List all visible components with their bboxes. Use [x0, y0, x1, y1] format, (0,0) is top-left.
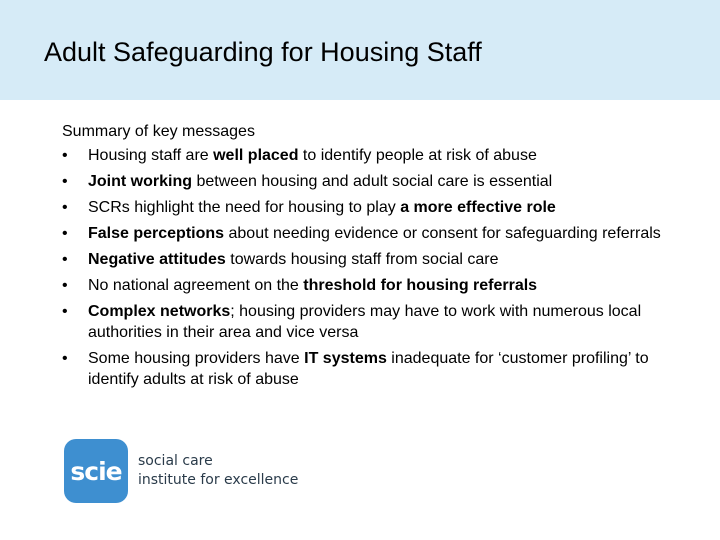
bullet-symbol: • [62, 350, 68, 367]
slide-title: Adult Safeguarding for Housing Staff [44, 37, 482, 67]
bullet-segment: between housing and adult social care is essential [192, 173, 553, 190]
bullet-emphasis: Negative attitudes [88, 251, 226, 268]
bullet-text [88, 301, 702, 343]
bullet-symbol: • [62, 225, 68, 242]
bullet-emphasis: IT systems [304, 350, 387, 367]
bullet-text [88, 197, 702, 218]
bullet-item [62, 275, 702, 296]
bullet-text [88, 348, 702, 390]
bullet-emphasis: threshold for housing referrals [303, 277, 538, 294]
bullet-segment: ; housing providers may have to work with numerous local authorities in their area and vice versa [88, 303, 642, 341]
bullet-text [88, 249, 702, 270]
scie-logo [64, 439, 298, 503]
bullet-text [88, 223, 702, 244]
summary-heading: Summary of key messages [62, 123, 255, 140]
bullet-symbol: • [62, 199, 68, 216]
bullet-symbol: • [62, 147, 68, 164]
logo-line-2: institute for excellence [138, 472, 299, 488]
slide-content [62, 121, 702, 395]
bullet-segment: Housing staff are [88, 147, 214, 164]
bullet-item [62, 249, 702, 270]
bullet-segment: inadequate for ‘customer profiling’ to identify adults at risk of abuse [88, 350, 649, 388]
bullet-segment: to identify people at risk of abuse [298, 147, 537, 164]
bullet-symbol: • [62, 277, 68, 294]
bullet-emphasis: Complex networks [88, 303, 231, 320]
bullet-symbol: • [62, 303, 68, 320]
key-messages-list [62, 145, 702, 390]
scie-logo-text [138, 452, 298, 490]
bullet-emphasis: False perceptions [88, 225, 225, 242]
bullet-item [62, 197, 702, 218]
logo-line-1: social care [138, 453, 213, 469]
bullet-segment: Some housing providers have [88, 350, 305, 367]
bullet-text [88, 275, 702, 296]
scie-logo-mark: scie [64, 439, 128, 503]
bullet-item [62, 223, 702, 244]
bullet-item [62, 348, 702, 390]
bullet-item [62, 301, 702, 343]
bullet-text [88, 145, 702, 166]
bullet-emphasis: well placed [213, 147, 299, 164]
bullet-segment: about needing evidence or consent for safeguarding referrals [224, 225, 661, 242]
bullet-segment: towards housing staff from social care [225, 251, 499, 268]
bullet-emphasis: Joint working [88, 173, 192, 190]
bullet-segment: No national agreement on the [88, 277, 304, 294]
bullet-segment: SCRs highlight the need for housing to play [88, 199, 401, 216]
bullet-item [62, 145, 702, 166]
bullet-symbol: • [62, 251, 68, 268]
bullet-symbol: • [62, 173, 68, 190]
bullet-text [88, 171, 702, 192]
bullet-emphasis: a more effective role [400, 199, 556, 216]
bullet-item [62, 171, 702, 192]
